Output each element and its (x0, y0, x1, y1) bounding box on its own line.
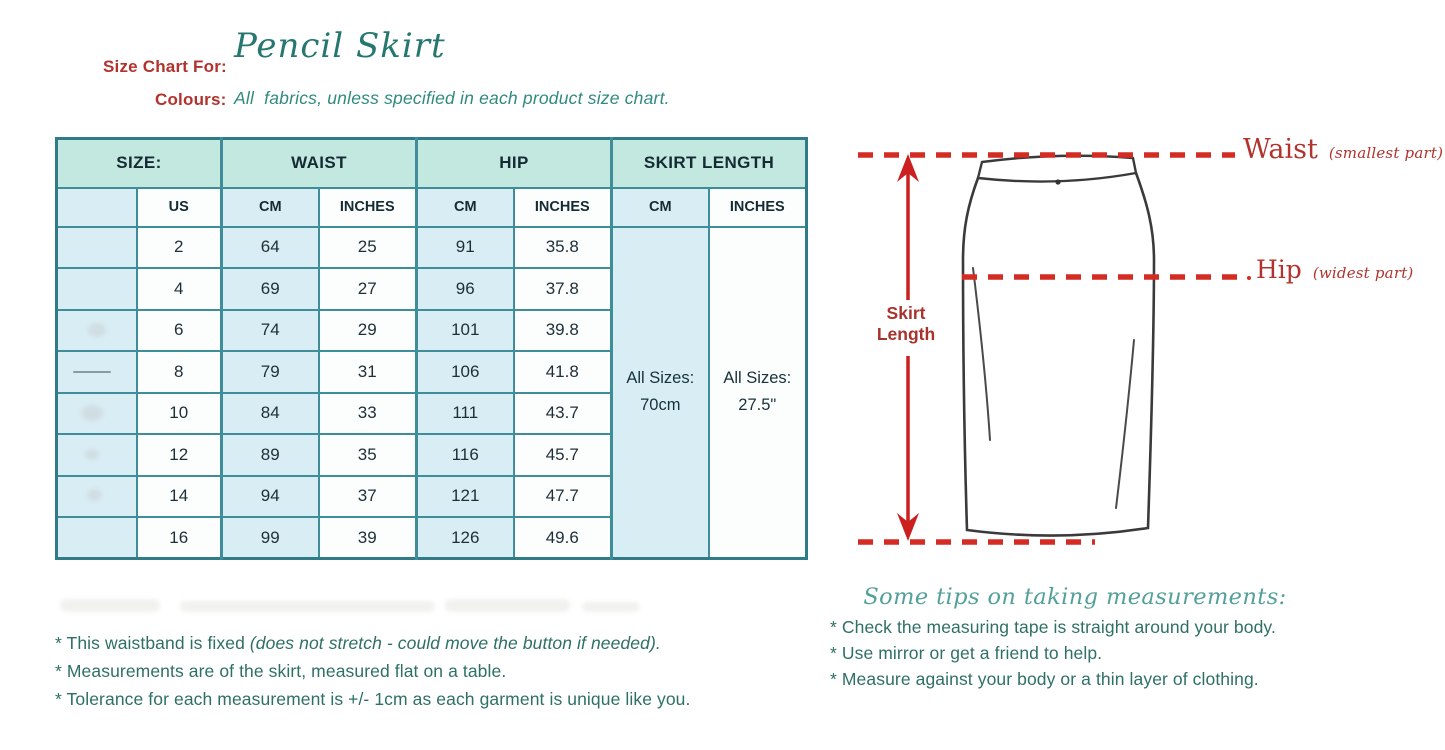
cell-waist-cm: 84 (222, 393, 319, 435)
cell-hip-cm: 96 (417, 268, 514, 310)
cell-waist-cm: 64 (222, 227, 319, 269)
waist-note: (smallest part) (1328, 144, 1444, 162)
skirt-outline (963, 173, 1154, 536)
cell-us: 4 (137, 268, 222, 310)
column-group-skirt-length: SKIRT LENGTH (612, 139, 807, 188)
cell-blank (57, 227, 137, 269)
table-row (57, 227, 807, 269)
smudge-artifact (73, 371, 111, 373)
skirt-button (1055, 179, 1060, 184)
cell-us: 8 (137, 351, 222, 393)
cell-hip-inches: 45.7 (514, 434, 612, 476)
smudge-artifact (87, 489, 102, 501)
cell-hip-cm: 116 (417, 434, 514, 476)
footnote-line: * Tolerance for each measurement is +/- 1cm as each garment is unique like you. (55, 689, 691, 709)
cell-skirt-length-cm: All Sizes: 70cm (612, 227, 709, 559)
tips-item: * Measure against your body or a thin layer of clothing. (830, 669, 1259, 689)
smudge-artifact (60, 599, 160, 612)
cell-hip-cm: 91 (417, 227, 514, 269)
cell-hip-cm: 121 (417, 476, 514, 518)
subheader-us: US (137, 188, 222, 227)
cell-hip-inches: 43.7 (514, 393, 612, 435)
size-table (55, 137, 805, 557)
cell-waist-cm: 94 (222, 476, 319, 518)
size-table-body (57, 227, 807, 559)
tips-item: * Check the measuring tape is straight around your body. (830, 617, 1276, 637)
skirt-diagram (830, 120, 1445, 580)
smudge-artifact (81, 405, 103, 421)
colours-value: All fabrics, unless specified in each product size chart. (234, 88, 670, 108)
cell-waist-inches: 37 (319, 476, 417, 518)
waist-label: Waist (1243, 134, 1318, 165)
cell-hip-inches: 37.8 (514, 268, 612, 310)
cell-hip-cm: 111 (417, 393, 514, 435)
cell-waist-inches: 25 (319, 227, 417, 269)
subheader-waist-inches: INCHES (319, 188, 417, 227)
cell-waist-cm: 99 (222, 517, 319, 559)
cell-waist-inches: 29 (319, 310, 417, 352)
cell-us: 2 (137, 227, 222, 269)
cell-hip-inches: 41.8 (514, 351, 612, 393)
size-chart-for-label: Size Chart For: (103, 57, 227, 76)
cell-waist-inches: 35 (319, 434, 417, 476)
page-title: Pencil Skirt (234, 26, 446, 66)
skirt-waistband (978, 156, 1136, 182)
hip-line-dot (1247, 276, 1251, 280)
subheader-hip-cm: CM (417, 188, 514, 227)
colours-label: Colours: (155, 90, 227, 109)
tips-heading: Some tips on taking measurements: (863, 584, 1287, 610)
tips-item: * Use mirror or get a friend to help. (830, 643, 1103, 663)
cell-hip-cm: 101 (417, 310, 514, 352)
hip-label-group (1256, 255, 1413, 284)
cell-waist-cm: 69 (222, 268, 319, 310)
subheader-hip-inches: INCHES (514, 188, 612, 227)
hip-note: (widest part) (1312, 264, 1414, 282)
cell-waist-inches: 33 (319, 393, 417, 435)
measurement-tips (830, 584, 1320, 692)
footnote-line: * Measurements are of the skirt, measured flat on a table. (55, 661, 507, 681)
column-group-waist: WAIST (222, 139, 417, 188)
cell-hip-cm: 106 (417, 351, 514, 393)
skirt-length-label: Skirt Length (876, 303, 936, 344)
subheader-skirt-length-cm: CM (612, 188, 709, 227)
cell-us: 14 (137, 476, 222, 518)
footnotes (55, 629, 690, 713)
column-group-hip: HIP (417, 139, 612, 188)
cell-us: 16 (137, 517, 222, 559)
smudge-artifact (180, 601, 435, 612)
subheader-waist-cm: CM (222, 188, 319, 227)
subheader-skirt-length-inches: INCHES (709, 188, 807, 227)
cell-waist-inches: 27 (319, 268, 417, 310)
hip-label: Hip (1256, 255, 1302, 284)
cell-hip-inches: 47.7 (514, 476, 612, 518)
cell-waist-inches: 39 (319, 517, 417, 559)
cell-waist-cm: 74 (222, 310, 319, 352)
cell-blank (57, 268, 137, 310)
footnote-line: * This waistband is fixed (does not stretch - could move the button if needed). (55, 633, 661, 653)
smudge-artifact (445, 599, 570, 612)
cell-hip-inches: 39.8 (514, 310, 612, 352)
cell-us: 6 (137, 310, 222, 352)
cell-hip-cm: 126 (417, 517, 514, 559)
cell-skirt-length-inches: All Sizes: 27.5" (709, 227, 807, 559)
cell-waist-cm: 89 (222, 434, 319, 476)
waist-label-group (1243, 134, 1443, 165)
cell-us: 10 (137, 393, 222, 435)
smudge-artifact (582, 602, 640, 612)
subheader-blank (57, 188, 137, 227)
column-group-size: SIZE: (57, 139, 222, 188)
cell-hip-inches: 35.8 (514, 227, 612, 269)
cell-waist-inches: 31 (319, 351, 417, 393)
cell-waist-cm: 79 (222, 351, 319, 393)
cell-blank (57, 517, 137, 559)
cell-hip-inches: 49.6 (514, 517, 612, 559)
cell-us: 12 (137, 434, 222, 476)
smudge-artifact (88, 323, 106, 337)
smudge-artifact (85, 449, 99, 460)
